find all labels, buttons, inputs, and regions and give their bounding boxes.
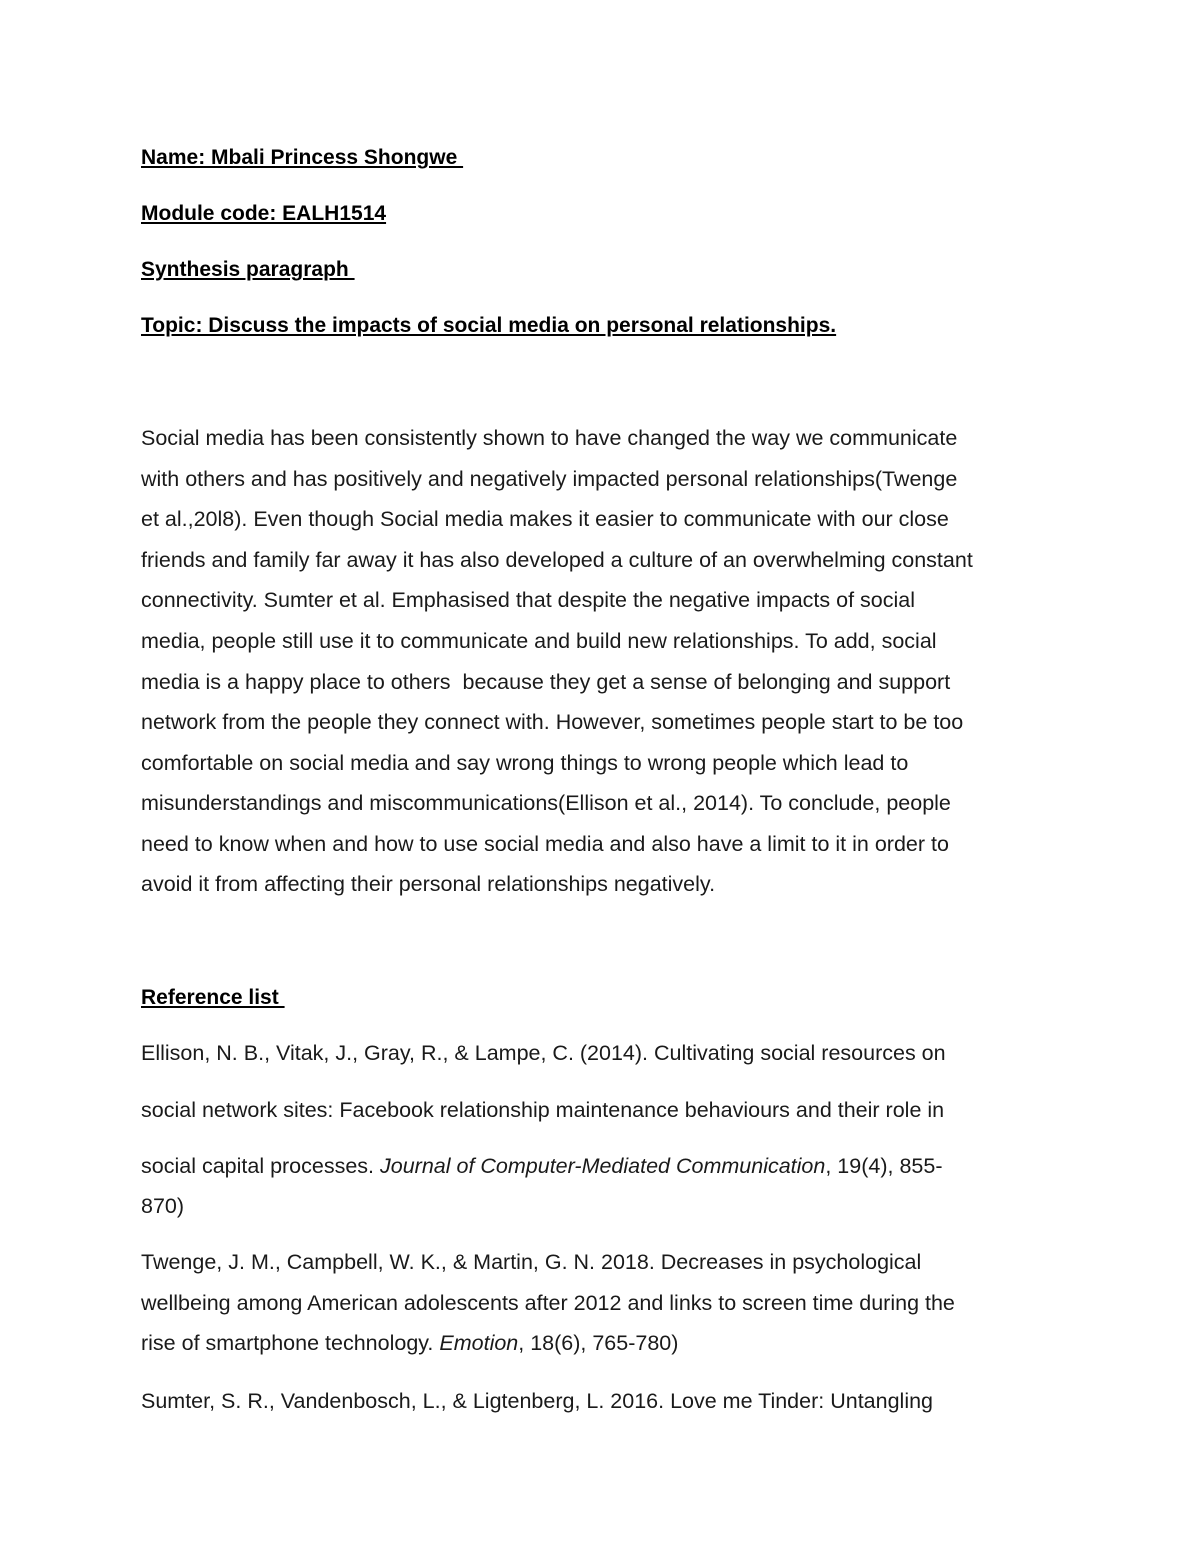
paragraph-line: et al.,20l8). Even though Social media makes it easier to communicate with our close: [141, 507, 949, 531]
reference-line: wellbeing among American adolescents after 2012 and links to screen time during the: [141, 1291, 955, 1315]
reference-line: Ellison, N. B., Vitak, J., Gray, R., & Lampe, C. (2014). Cultivating social resources on: [141, 1041, 946, 1065]
paragraph-line: Social media has been consistently shown to have changed the way we communicate: [141, 426, 958, 450]
reference-line: Twenge, J. M., Campbell, W. K., & Martin, G. N. 2018. Decreases in psychological: [141, 1250, 922, 1274]
paragraph-line: with others and has positively and negatively impacted personal relationships(Twenge: [141, 467, 958, 491]
paragraph-line: need to know when and how to use social media and also have a limit to it in order to: [141, 832, 949, 856]
paragraph-line: misunderstandings and miscommunications(Ellison et al., 2014). To conclude, people: [141, 791, 951, 815]
paragraph-line: network from the people they connect with. However, sometimes people start to be too: [141, 710, 964, 734]
reference-line: [141, 1153, 942, 1179]
reference-text: rise of smartphone technology.: [141, 1331, 440, 1355]
module-code: Module code: EALH1514: [141, 202, 387, 225]
paragraph-line: friends and family far away it has also developed a culture of an overwhelming constant: [141, 548, 973, 572]
paragraph-line: media, people still use it to communicate and build new relationships. To add, social: [141, 629, 937, 653]
assignment-type: Synthesis paragraph: [141, 258, 355, 281]
reference-list-heading: Reference list: [141, 986, 285, 1009]
reference-line: 870): [141, 1194, 185, 1218]
paragraph-line: media is a happy place to others because they get a sense of belonging and support: [141, 670, 951, 694]
paragraph-line: connectivity. Sumter et al. Emphasised that despite the negative impacts of social: [141, 588, 915, 612]
journal-title: Emotion: [439, 1331, 519, 1355]
reference-text: , 18(6), 765-780): [518, 1331, 679, 1355]
reference-text: social capital processes.: [141, 1154, 380, 1178]
reference-line: social network sites: Facebook relationship maintenance behaviours and their role in: [141, 1098, 945, 1122]
journal-title: Journal of Computer-Mediated Communication: [380, 1154, 826, 1178]
reference-line: Sumter, S. R., Vandenbosch, L., & Ligtenberg, L. 2016. Love me Tinder: Untangling: [141, 1389, 934, 1413]
paragraph-line: avoid it from affecting their personal relationships negatively.: [141, 872, 716, 896]
reference-line: [141, 1330, 678, 1356]
reference-text: , 19(4), 855-: [825, 1154, 943, 1178]
paragraph-line: comfortable on social media and say wrong things to wrong people which lead to: [141, 751, 909, 775]
topic-heading: Topic: Discuss the impacts of social media on personal relationships.: [141, 314, 837, 337]
student-name: Name: Mbali Princess Shongwe: [141, 146, 464, 169]
